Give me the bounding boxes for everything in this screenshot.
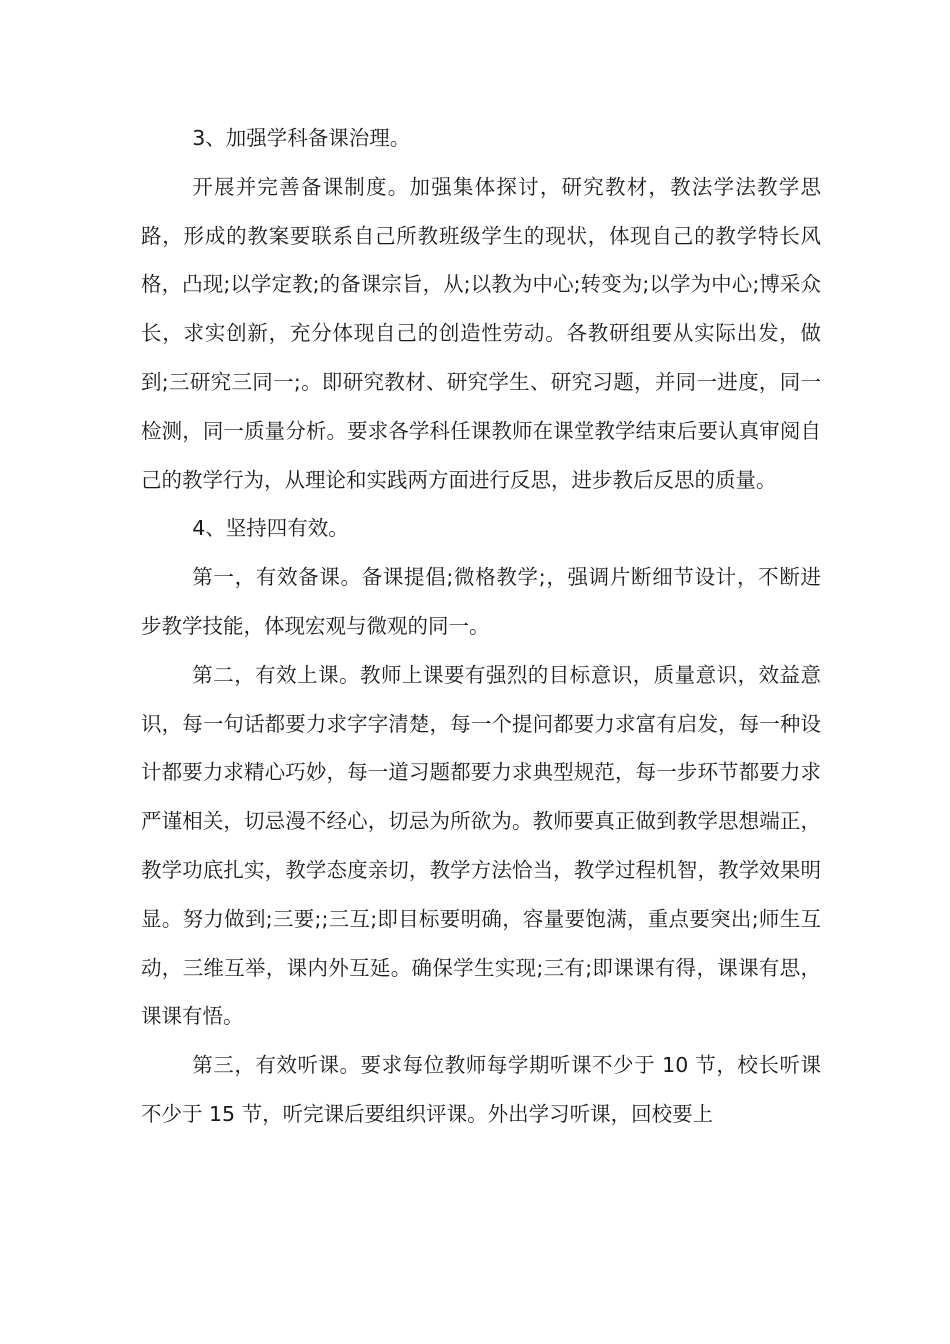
section-heading-4: 4、坚持四有效。 bbox=[192, 516, 349, 541]
paragraph-lesson-prep: 开展并完善备课制度。加强集体探讨，研究教材，教法学法教学思路，形成的教案要联系自己所教班级学生的现状，体现自己的教学特长风格，凸现;以学定教;的备课宗旨，从;以教为中心;转变为;以学为中心;博采众长，求实创新，充分体现自己的创造性劳动。各教研组要从实际出发，做到;三研究三同一;。即研究教材、研究学生、研究习题，并同一进度，同一检测，同一质量分析。要求各学科任课教师在课堂教学结束后要认真审阅自己的教学行为，从理论和实践两方面进行反思，进步教后反思的质量。 bbox=[141, 174, 821, 492]
paragraph-effective-prep: 第一，有效备课。备课提倡;微格教学;，强调片断细节设计，不断进步教学技能，体现宏观与微观的同一。 bbox=[141, 565, 821, 638]
paragraph-effective-teaching: 第二，有效上课。教师上课要有强烈的目标意识，质量意识，效益意识，每一句话都要力求字字清楚，每一个提问都要力求富有启发，每一种设计都要力求精心巧妙，每一道习题都要力求典型规范，每一步环节都要力求严谨相关，切忌漫不经心，切忌为所欲为。教师要真正做到教学思想端正，教学功底扎实，教学态度亲切，教学方法恰当，教学过程机智，教学效果明显。努力做到;三要;;三互;即目标要明确，容量要饱满，重点要突出;师生互动，三维互举，课内外互延。确保学生实现;三有;即课课有得，课课有思，课课有悟。 bbox=[141, 662, 821, 1029]
paragraph-effective-observation: 第三，有效听课。要求每位教师每学期听课不少于 10 节，校长听课不少于 15 节，听完课后要组织评课。外出学习听课，回校要上 bbox=[141, 1053, 821, 1126]
section-heading-3: 3、加强学科备课治理。 bbox=[192, 126, 411, 150]
document-body bbox=[141, 114, 821, 1139]
